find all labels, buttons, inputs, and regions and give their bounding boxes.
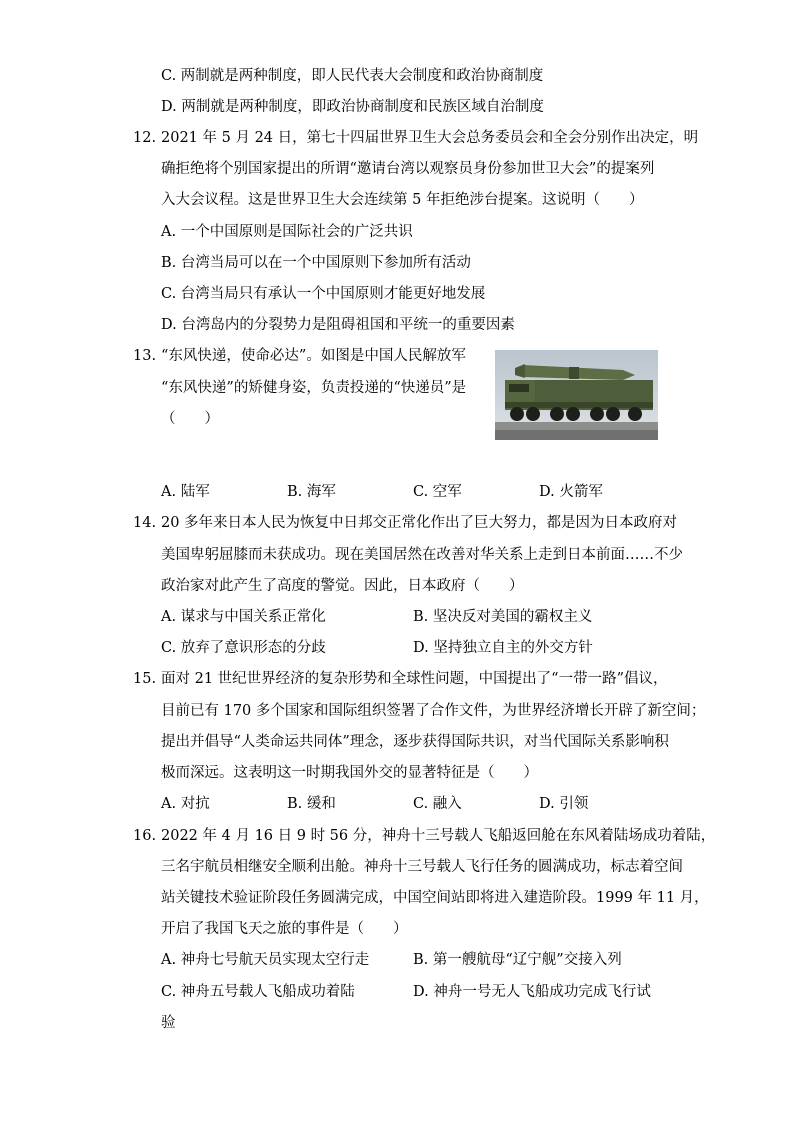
q11-option-c: C. 两制就是两种制度，即人民代表大会制度和政治协商制度	[161, 68, 544, 84]
q14-stem-line: 美国卑躬屈膝而未获成功。现在美国居然在改善对华关系上走到日本前面……不少	[161, 547, 683, 563]
q13-stem-line: （ ）	[161, 411, 219, 427]
q16-option-a: A. 神舟七号航天员实现太空行走	[161, 952, 370, 968]
q15-option-b: B. 缓和	[287, 796, 336, 812]
q14-option-c: C. 放弃了意识形态的分歧	[161, 640, 326, 656]
q15-stem-line: 面对 21 世纪世界经济的复杂形势和全球性问题，中国提出了“一带一路”倡议，	[161, 671, 668, 687]
q13-option-b: B. 海军	[287, 484, 336, 500]
q12-option-c: C. 台湾当局只有承认一个中国原则才能更好地发展	[161, 286, 486, 302]
q15-stem-line: 极而深远。这表明这一时期我国外交的显著特征是（ ）	[161, 765, 538, 781]
q13-stem-line: “东风快递，使命必达”。如图是中国人民解放军	[161, 348, 466, 364]
q16-option-d-continued: 验	[161, 1015, 176, 1031]
q12-option-d: D. 台湾岛内的分裂势力是阻碍祖国和平统一的重要因素	[161, 317, 515, 333]
q13-option-a: A. 陆军	[161, 484, 210, 500]
q16-stem-line: 2022 年 4 月 16 日 9 时 56 分，神舟十三号载人飞船返回舱在东风着陆场成功着陆，	[161, 828, 716, 844]
q15-stem-line: 提出并倡导“人类命运共同体”理念，逐步获得国际共识，对当代国际关系影响积	[161, 734, 669, 750]
q12-stem-line: 入大会议程。这是世界卫生大会连续第 5 年拒绝涉台提案。这说明（ ）	[161, 192, 644, 208]
q14-option-d: D. 坚持独立自主的外交方针	[413, 640, 593, 656]
q14-number: 14.	[133, 515, 157, 531]
q15-stem-line: 目前已有 170 多个国家和国际组织签署了合作文件，为世界经济增长开辟了新空间；	[161, 703, 706, 719]
q15-option-c: C. 融入	[413, 796, 462, 812]
q16-option-c: C. 神舟五号载人飞船成功着陆	[161, 984, 355, 1000]
q14-stem-line: 20 多年来日本人民为恢复中日邦交正常化作出了巨大努力，都是因为日本政府对	[161, 515, 678, 531]
q13-option-d: D. 火箭军	[539, 484, 603, 500]
q12-option-b: B. 台湾当局可以在一个中国原则下参加所有活动	[161, 255, 471, 271]
q14-option-b: B. 坚决反对美国的霸权主义	[413, 609, 593, 625]
q15-option-d: D. 引领	[539, 796, 589, 812]
q11-option-d: D. 两制就是两种制度，即政治协商制度和民族区域自治制度	[161, 99, 544, 115]
q16-stem-line: 开启了我国飞天之旅的事件是（ ）	[161, 921, 408, 937]
q14-option-a: A. 谋求与中国关系正常化	[161, 609, 326, 625]
q16-option-d: D. 神舟一号无人飞船成功完成飞行试	[413, 984, 651, 1000]
q16-stem-line: 三名宇航员相继安全顺利出舱。神舟十三号载人飞行任务的圆满成功，标志着空间	[161, 859, 683, 875]
q15-option-a: A. 对抗	[161, 796, 210, 812]
q15-number: 15.	[133, 671, 157, 687]
missile-launcher-photo	[495, 350, 658, 440]
q12-number: 12.	[133, 130, 157, 146]
q13-number: 13.	[133, 348, 157, 364]
q14-stem-line: 政治家对此产生了高度的警觉。因此，日本政府（ ）	[161, 578, 524, 594]
q12-stem-line: 2021 年 5 月 24 日，第七十四届世界卫生大会总务委员会和全会分别作出决定，明	[161, 130, 699, 146]
q16-option-b: B. 第一艘航母“辽宁舰”交接入列	[413, 952, 622, 968]
q16-number: 16.	[133, 828, 157, 844]
q16-stem-line: 站关键技术验证阶段任务圆满完成，中国空间站即将进入建造阶段。1999 年 11 月，	[161, 890, 709, 906]
q13-option-c: C. 空军	[413, 484, 462, 500]
q12-stem-line: 确拒绝将个别国家提出的所谓“邀请台湾以观察员身份参加世卫大会”的提案列	[161, 161, 655, 177]
q13-stem-line: “东风快递”的矫健身姿，负责投递的“快递员”是	[161, 380, 467, 396]
q12-option-a: A. 一个中国原则是国际社会的广泛共识	[161, 224, 413, 240]
